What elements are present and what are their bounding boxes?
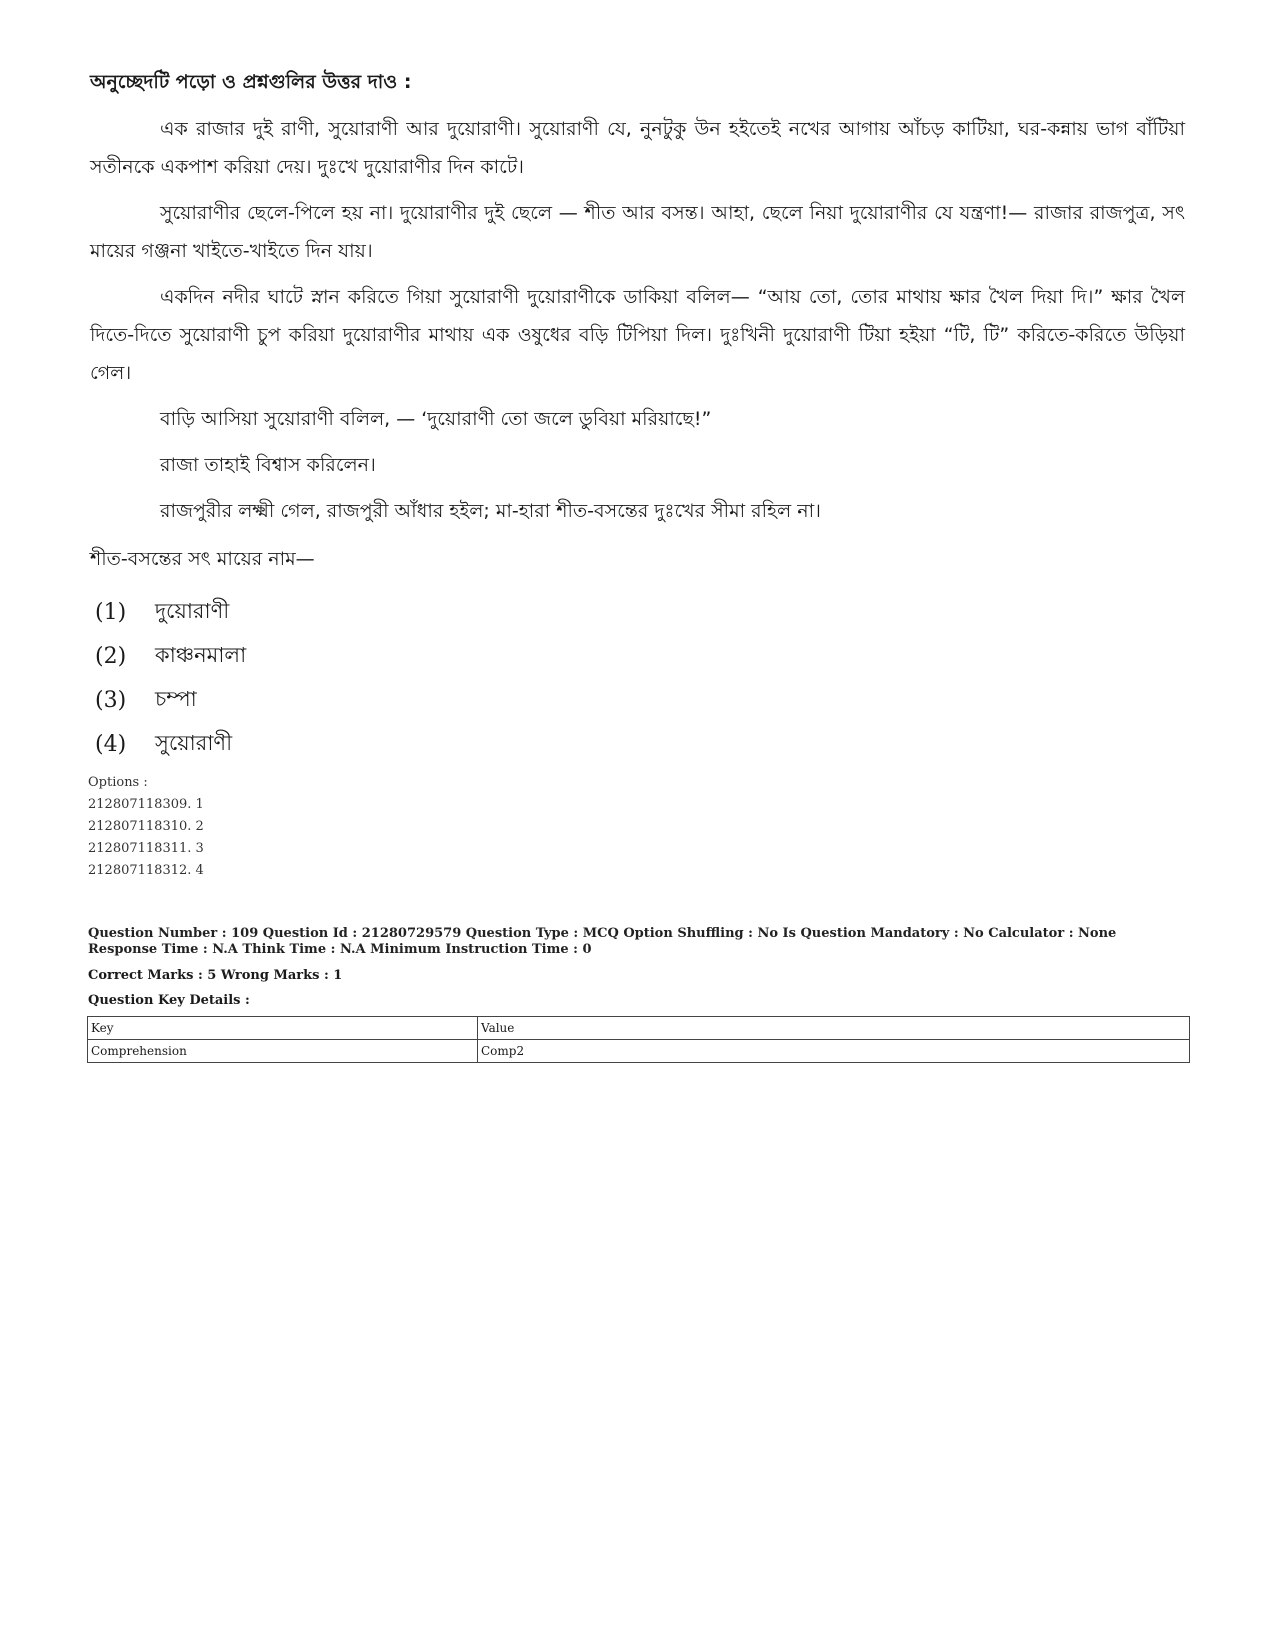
option-id: 212807118309. 1 [88, 797, 204, 812]
table-header-cell: Key [88, 1017, 478, 1040]
option-id: 212807118310. 2 [88, 819, 204, 834]
choice-number: (2) [95, 643, 127, 669]
passage-paragraph: রাজপুরীর লক্ষ্মী গেল, রাজপুরী আঁধার হইল; মা-হারা শীত-বসন্তের দুঃখের সীমা রহিল না। [160, 500, 821, 522]
key-details-table [87, 1016, 1190, 1063]
passage-paragraph: এক রাজার দুই রাণী, সুয়োরাণী আর দুয়োরাণী। সুয়োরাণী যে, নুনটুকু উন হইতেই নখের আগায় আঁচড় কাটিয়া, ঘর-কন্নায় ভাগ বাঁটিয়া সতীনকে একপাশ করিয়া দেয়। দুঃখে দুয়োরাণীর দিন কাটে। [90, 118, 1185, 178]
table-header-cell: Value [478, 1017, 1190, 1040]
comprehension-passage [90, 110, 1185, 538]
choice-number: (4) [95, 731, 127, 757]
option-id: 212807118311. 3 [88, 841, 204, 856]
passage-paragraph: রাজা তাহাই বিশ্বাস করিলেন। [160, 454, 376, 476]
question-stem: শীত-বসন্তের সৎ মায়ের নাম— [90, 548, 315, 570]
question-metadata: Question Number : 109 Question Id : 21280729579 Question Type : MCQ Option Shuffling : No Is Question Mandatory : No Calculator : None Response Time : N.A Think Time : N.A Minimum Instruction Time : 0 [88, 926, 1117, 957]
choice-number: (1) [95, 599, 127, 625]
table-row [88, 1040, 1190, 1063]
instruction-heading: অনুচ্ছেদটি পড়ো ও প্রশ্নগুলির উত্তর দাও : [90, 71, 412, 93]
choice-text: কাঞ্চনমালা [155, 642, 247, 667]
option-id: 212807118312. 4 [88, 863, 204, 878]
table-cell: Comp2 [478, 1040, 1190, 1063]
answer-choice[interactable] [95, 590, 246, 634]
passage-paragraph: সুয়োরাণীর ছেলে-পিলে হয় না। দুয়োরাণীর দুই ছেলে — শীত আর বসন্ত। আহা, ছেলে নিয়া দুয়োরাণীর যে যন্ত্রণা!— রাজার রাজপুত্র, সৎ মায়ের গঞ্জনা খাইতে-খাইতে দিন যায়। [90, 202, 1185, 262]
choice-number: (3) [95, 687, 127, 713]
answer-choice[interactable] [95, 722, 246, 766]
answer-choices [95, 590, 246, 766]
table-cell: Comprehension [88, 1040, 478, 1063]
answer-choice[interactable] [95, 634, 246, 678]
passage-paragraph: একদিন নদীর ঘাটে স্নান করিতে গিয়া সুয়োরাণী দুয়োরাণীকে ডাকিয়া বলিল— “আয় তো, তোর মাথায় ক্ষার খৈল দিয়া দি।” ক্ষার খৈল দিতে-দিতে সুয়োরাণী চুপ করিয়া দুয়োরাণীর মাথায় এক ওষুধের বড়ি টিপিয়া দিল। দুঃখিনী দুয়োরাণী টিয়া হইয়া “টি, টি” করিতে-করিতে উড়িয়া গেল। [90, 286, 1185, 384]
passage-paragraph: বাড়ি আসিয়া সুয়োরাণী বলিল, — ‘দুয়োরাণী তো জলে ডুবিয়া মরিয়াছে!” [160, 408, 712, 430]
choice-text: দুয়োরাণী [155, 598, 230, 623]
options-list [88, 772, 204, 882]
table-header-row [88, 1017, 1190, 1040]
answer-choice[interactable] [95, 678, 246, 722]
choice-text: সুয়োরাণী [155, 730, 233, 755]
choice-text: চম্পা [155, 686, 197, 711]
marks-info: Correct Marks : 5 Wrong Marks : 1 [88, 968, 343, 983]
key-details-label: Question Key Details : [88, 993, 250, 1008]
options-label: Options : [88, 775, 148, 790]
